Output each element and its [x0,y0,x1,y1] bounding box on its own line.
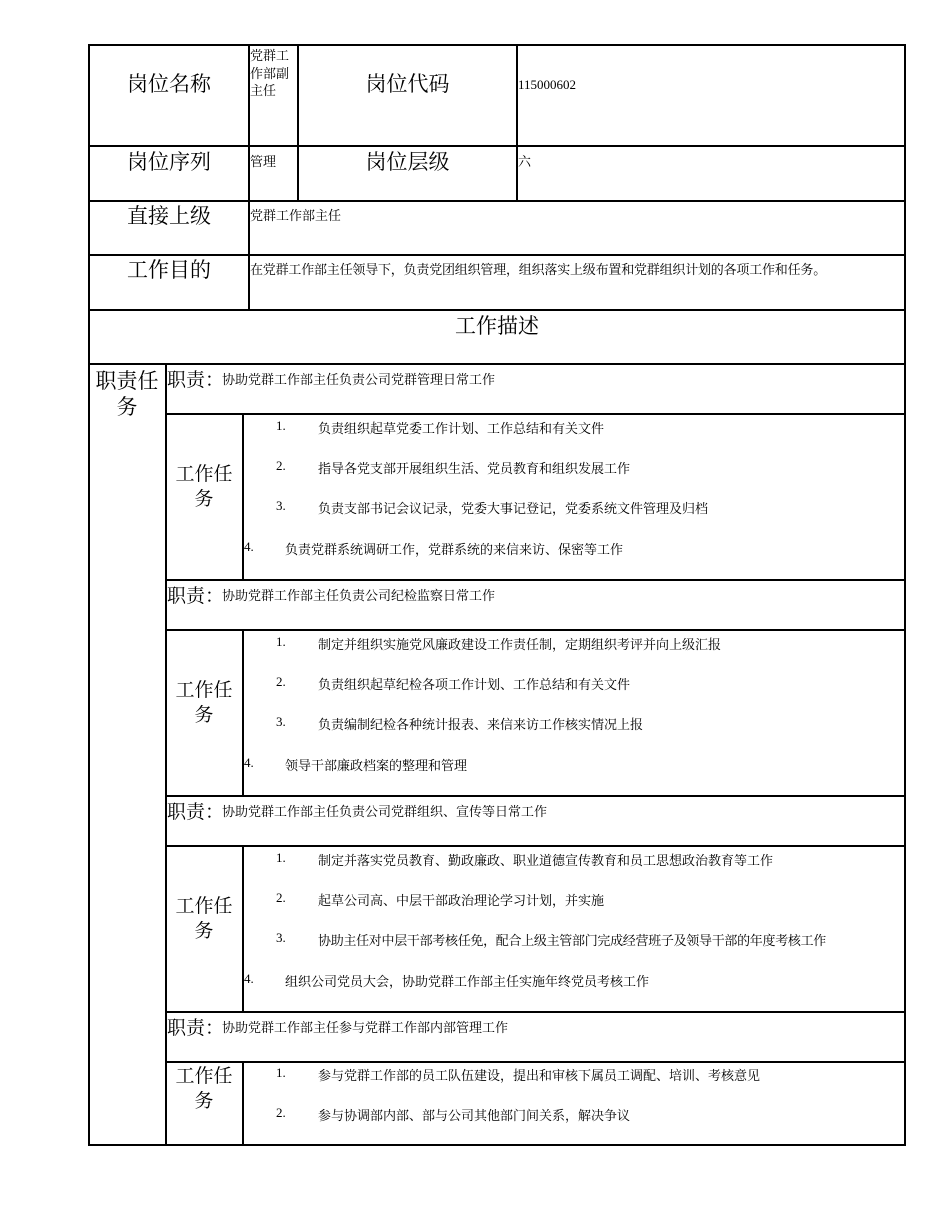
row-divider [88,309,906,311]
post-code-value: 115000602 [518,77,577,92]
task-number: 1. [276,850,286,865]
superior-label: 直接上级 [127,204,211,228]
duty-text: 协助党群工作部主任负责公司党群管理日常工作 [222,373,496,388]
task-item: 负责支部书记会议记录，党委大事记登记，党委系统文件管理及归档 [318,502,709,517]
row-divider [88,254,906,256]
duty-prefix: 职责： [167,1017,225,1039]
post-level-value: 六 [518,155,532,170]
task-item: 负责编制纪检各种统计报表、来信来访工作核实情况上报 [318,718,644,733]
description-title: 工作描述 [455,314,539,338]
duty-prefix: 职责： [167,585,225,607]
col-divider [516,44,518,201]
task-number: 4. [244,971,254,986]
task-item: 指导各党支部开展组织生活、党员教育和组织发展工作 [318,462,631,477]
purpose-label: 工作目的 [127,258,211,282]
task-item: 协助主任对中层干部考核任免，配合上级主管部门完成经营班子及领导干部的年度考核工作 [318,934,827,949]
task-number: 2. [276,1105,286,1120]
post-series-value: 管理 [250,155,277,170]
duty-text: 协助党群工作部主任负责公司纪检监察日常工作 [222,589,496,604]
task-label: 工作任务 [175,679,233,726]
task-item: 参与协调部内部、部与公司其他部门间关系，解决争议 [318,1109,631,1124]
row-divider [88,200,906,202]
task-number: 4. [244,539,254,554]
task-item: 负责组织起草纪检各项工作计划、工作总结和有关文件 [318,678,631,693]
task-number: 2. [276,674,286,689]
duty-prefix: 职责： [167,801,225,823]
col-divider [297,44,299,201]
row-divider [165,579,906,581]
task-item: 起草公司高、中层干部政治理论学习计划，并实施 [318,894,605,909]
task-number: 1. [276,418,286,433]
duty-text: 协助党群工作部主任负责公司党群组织、宣传等日常工作 [222,805,548,820]
row-divider [88,363,906,365]
purpose-value: 在党群工作部主任领导下，负责党团组织管理，组织落实上级布置和党群组织计划的各项工作和任务。 [250,263,827,278]
task-item: 制定并组织实施党风廉政建设工作责任制，定期组织考评并向上级汇报 [318,638,722,653]
task-label: 工作任务 [175,1065,233,1112]
task-item: 负责组织起草党委工作计划、工作总结和有关文件 [318,422,605,437]
task-item: 领导干部廉政档案的整理和管理 [285,759,468,774]
task-label: 工作任务 [175,895,233,942]
task-number: 3. [276,714,286,729]
post-code-label: 岗位代码 [365,72,450,96]
task-label: 工作任务 [175,463,233,510]
task-item: 参与党群工作部的员工队伍建设，提出和审核下属员工调配、培训、考核意见 [318,1069,761,1084]
duty-text: 协助党群工作部主任参与党群工作部内部管理工作 [222,1021,509,1036]
task-number: 4. [244,755,254,770]
post-series-label: 岗位序列 [127,150,211,174]
task-number: 2. [276,890,286,905]
row-divider [165,795,906,797]
duty-prefix: 职责： [167,369,225,391]
task-number: 1. [276,634,286,649]
post-name-label: 岗位名称 [127,72,211,96]
post-name-value: 党群工作部副主任 [250,49,290,100]
post-level-label: 岗位层级 [365,150,450,174]
task-number: 3. [276,498,286,513]
col-divider [242,1061,244,1146]
task-number: 1. [276,1065,286,1080]
duty-column-label: 职责任务 [95,369,159,420]
task-number: 3. [276,930,286,945]
row-divider [165,1061,906,1063]
row-divider [88,145,906,147]
row-divider [165,413,906,415]
task-item: 组织公司党员大会，协助党群工作部主任实施年终党员考核工作 [285,975,650,990]
task-item: 负责党群系统调研工作，党群系统的来信来访、保密等工作 [285,543,624,558]
superior-value: 党群工作部主任 [250,209,342,224]
task-number: 2. [276,458,286,473]
row-divider [165,845,906,847]
task-item: 制定并落实党员教育、勤政廉政、职业道德宣传教育和员工思想政治教育等工作 [318,854,774,869]
row-divider [165,1011,906,1013]
row-divider [165,629,906,631]
